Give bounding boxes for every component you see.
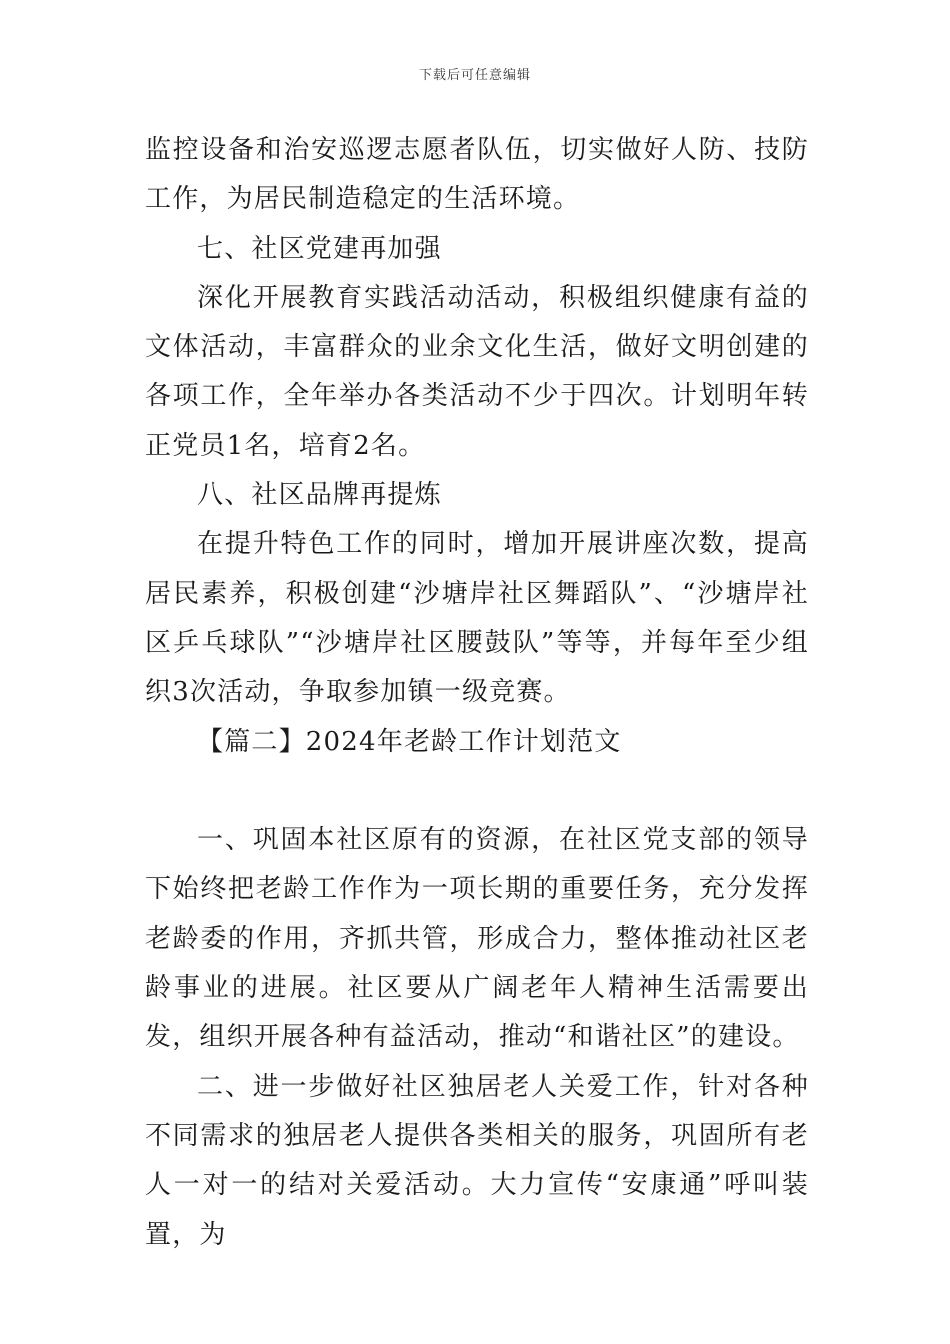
document-body	[145, 126, 809, 1260]
section-title-part-two: 【篇二】2024年老龄工作计划范文	[197, 726, 622, 757]
paragraph-party-building: 深化开展教育实践活动活动，积极组织健康有益的文体活动，丰富群众的业余文化生活，做好文明创建的各项工作，全年举办各类活动不少于四次。计划明年转正党员1名，培育2名。	[145, 282, 809, 461]
heading-party-building: 七、社区党建再加强	[197, 233, 442, 264]
paragraph-item-two: 二、进一步做好社区独居老人关爱工作，针对各种不同需求的独居老人提供各类相关的服务，巩固所有老人一对一的结对关爱活动。大力宣传“安康通”呼叫装置，为	[145, 1071, 809, 1250]
paragraph-security-continued: 监控设备和治安巡逻志愿者队伍，切实做好人防、技防工作，为居民制造稳定的生活环境。	[145, 135, 809, 215]
paragraph-item-one: 一、巩固本社区原有的资源，在社区党支部的领导下始终把老龄工作作为一项长期的重要任务，充分发挥老龄委的作用，齐抓共管，形成合力，整体推动社区老龄事业的进展。社区要从广阔老年人精神生活需要出发，组织开展各种有益活动，推动“和谐社区”的建设。	[145, 825, 809, 1053]
blank-line	[145, 767, 809, 816]
heading-community-brand: 八、社区品牌再提炼	[197, 480, 442, 511]
page-header-note: 下载后可任意编辑	[418, 68, 531, 83]
paragraph-community-brand: 在提升特色工作的同时，增加开展讲座次数，提高居民素养，积极创建“沙塘岸社区舞蹈队”、“沙塘岸社区乒乓球队”“沙塘岸社区腰鼓队”等等，并每年至少组织3次活动，争取参加镇一级竞赛。	[145, 529, 809, 708]
